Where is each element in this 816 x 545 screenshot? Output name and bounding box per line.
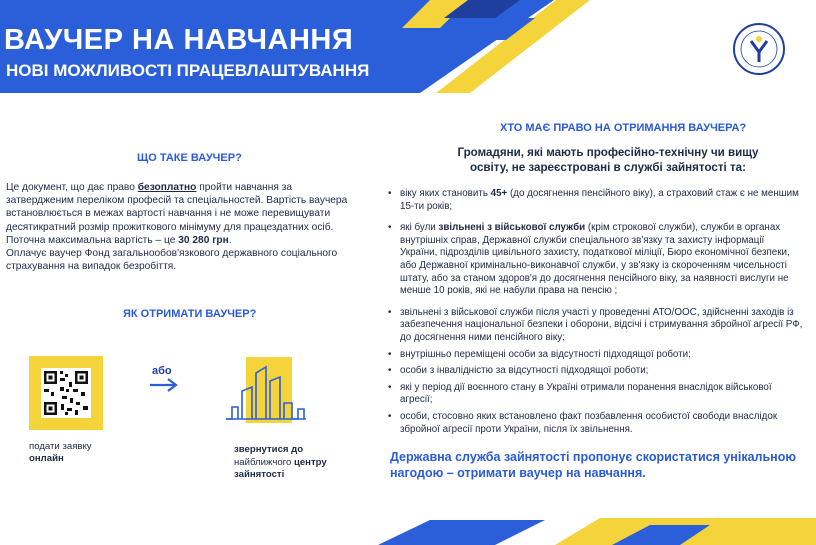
eligibility-item xyxy=(388,349,804,362)
employment-center-icon[interactable] xyxy=(226,357,306,431)
amount-highlight: 30 280 грн xyxy=(178,234,229,246)
online-caption-line1: подати заявку xyxy=(29,441,92,452)
text-span: Це документ, що дає право xyxy=(6,182,138,193)
qr-code-icon xyxy=(29,356,103,430)
text-span: . xyxy=(228,234,232,246)
eligibility-heading: ХТО МАЄ ПРАВО НА ОТРИМАННЯ ВАУЧЕРА? xyxy=(500,122,747,134)
fund-paragraph: Оплачує ваучер Фонд загальнообов'язкового державного соціального страхування на випадок безробіття. xyxy=(6,248,338,273)
eligibility-item-text: віку яких становить xyxy=(400,188,491,199)
eligibility-item-highlight: 45+ xyxy=(490,188,508,199)
page-subtitle: НОВІ МОЖЛИВОСТІ ПРАЦЕВЛАШТУВАННЯ xyxy=(6,61,370,80)
eligibility-item-text: які були xyxy=(400,222,439,234)
office-caption-plain: найближчого xyxy=(234,456,294,468)
free-highlight: безоплатно xyxy=(137,182,197,193)
eligibility-item xyxy=(388,382,804,407)
eligibility-item-text: які у період дії воєнного стану в Україні отримали поранення внаслідок військової агресії; xyxy=(400,381,772,406)
eligibility-item xyxy=(388,365,804,378)
office-caption-bold3: зайнятості xyxy=(234,469,285,480)
what-is-paragraph xyxy=(6,181,348,273)
eligibility-item-text: особи з інвалідністю за відсутності підходящої роботи; xyxy=(400,365,649,377)
footer-blue-shape xyxy=(378,520,545,545)
eligibility-item xyxy=(388,307,804,345)
employment-service-logo xyxy=(732,22,786,76)
eligibility-item-text: внутрішньо переміщені особи за відсутності підходящої роботи; xyxy=(400,348,691,360)
what-is-heading: ЩО ТАКЕ ВАУЧЕР? xyxy=(137,152,242,164)
eligibility-item xyxy=(388,188,804,213)
or-label: або xyxy=(152,365,172,377)
online-caption xyxy=(29,441,119,465)
eligibility-item-text: звільнені з військової служби після участі у проведенні АТО/ООС, здійсненні заходів із забезпечення національної безпеки і оборони, відсічі і стримування збройної агресії РФ, до досягнення ними пенсійного віку; xyxy=(400,306,803,343)
eligibility-item-highlight: звільнені з військової служби xyxy=(438,222,586,234)
how-to-heading: ЯК ОТРИМАТИ ВАУЧЕР? xyxy=(123,308,257,320)
online-caption-line2: онлайн xyxy=(29,453,64,464)
eligibility-list xyxy=(388,188,804,440)
office-caption xyxy=(234,444,344,482)
text-span: пройти навчання за затвердженим переліком професій та спеціальностей. Вартість ваучера встановлюється в межах вартості навчання і не може перевищувати десятикратний розмір прожиткового мінімуму для працездатних осіб. Поточна максимальна вартість – це xyxy=(6,182,348,246)
eligibility-item xyxy=(388,222,804,298)
office-caption-bold1: звернутися до xyxy=(234,444,304,455)
eligibility-item-text: (крім строкової служби), служби в органах внутрішніх справ, Державної служби спеціального зв'язку та захисту інформації України, підрозділів цивільного захисту, податкової міліції, Бюро економічної безпеки, або Державної кримінально-виконавчої служби, у зв'язку із скороченням чисельності штату, або за станом здоров'я до досягнення пенсійного віку, за наявності вислуги не менше 10 років, які не набули права на пенсію ; xyxy=(400,222,790,297)
eligibility-item-text: особи, стосовно яких встановлено факт позбавлення особистої свободи внаслідок збройної агресії проти України, після їх звільнення. xyxy=(400,410,778,435)
eligibility-intro: Громадяни, які мають професійно-технічну чи вищу освіту, не зареєстровані в службі зайнятості та: xyxy=(457,146,759,174)
office-caption-bold2: центру xyxy=(293,456,327,468)
page-title: ВАУЧЕР НА НАВЧАННЯ xyxy=(4,24,354,56)
closing-statement: Державна служба зайнятості пропонує скористатися унікальною нагодою – отримати ваучер на навчання. xyxy=(390,450,797,480)
eligibility-item-text: (до досягнення пенсійного віку), а страховий стаж є не меншим 15-ти років; xyxy=(400,188,799,212)
qr-card[interactable] xyxy=(29,356,103,430)
eligibility-item xyxy=(388,411,804,436)
arrow-right-icon xyxy=(148,377,180,398)
